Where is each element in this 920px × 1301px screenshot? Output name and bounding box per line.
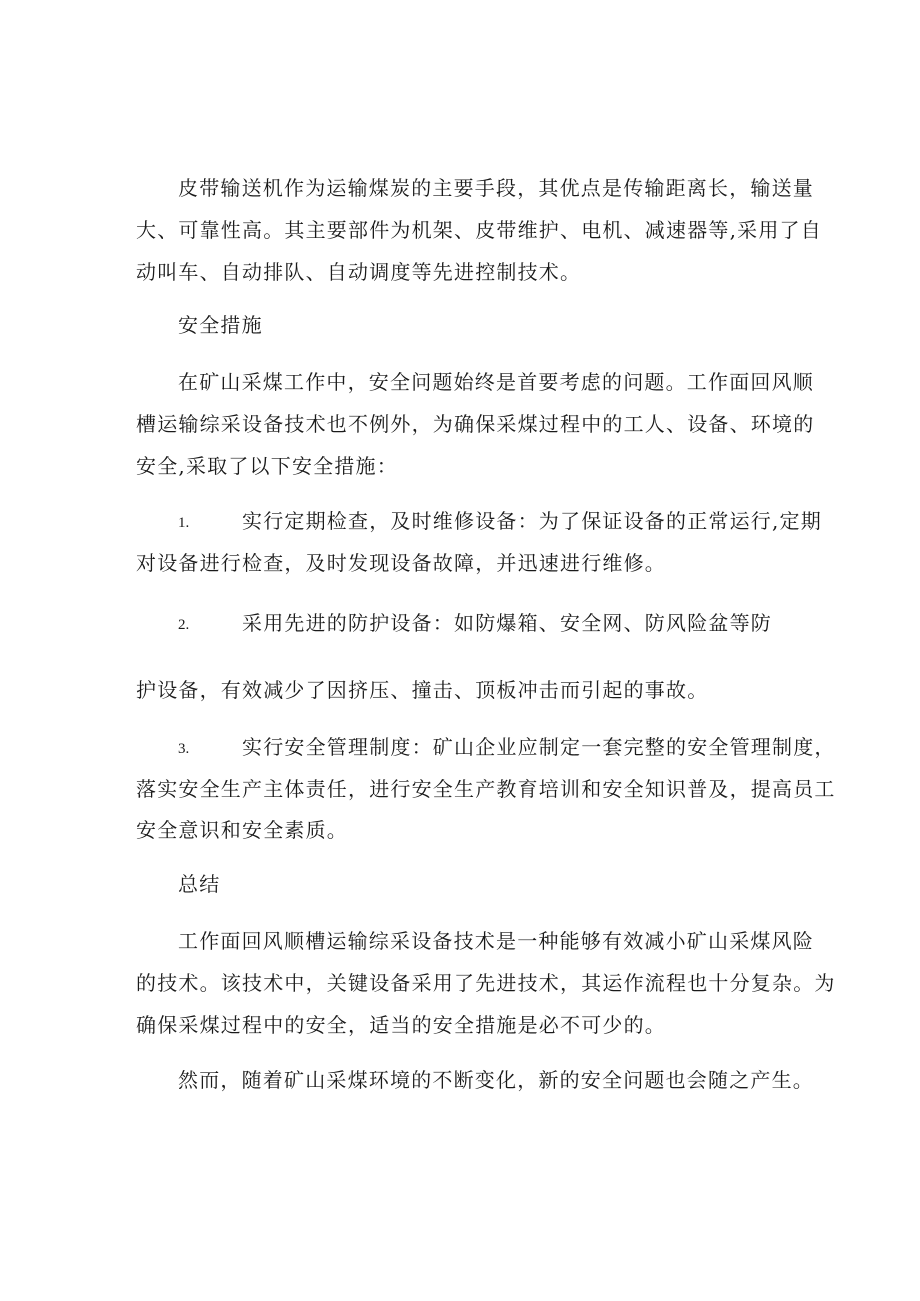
list-item-3-line-1: 实行安全管理制度：矿山企业应制定一套完整的安全管理制度， — [242, 735, 836, 759]
safety-heading: 安全措施 — [178, 313, 263, 337]
closing-line: 然而，随着矿山采煤环境的不断变化，新的安全问题也会随之产生。 — [178, 1068, 814, 1092]
list-item-number-3: 3. — [178, 741, 190, 757]
summary-line-2: 的技术。该技术中，关键设备采用了先进技术，其运作流程也十分复杂。为 — [136, 971, 836, 995]
list-item-1-line-2: 对设备进行检查，及时发现设备故障，并迅速进行维修。 — [136, 551, 666, 575]
summary-line-1: 工作面回风顺槽运输综采设备技术是一种能够有效减小矿山采煤风险 — [178, 929, 814, 953]
list-item-3-line-3: 安全意识和安全素质。 — [136, 818, 348, 842]
safety-intro-line-2: 槽运输综采设备技术也不例外，为确保采煤过程中的工人、设备、环境的 — [136, 412, 815, 436]
summary-heading: 总结 — [178, 872, 221, 896]
safety-intro-line-3: 安全,采取了以下安全措施： — [136, 454, 398, 478]
intro-paragraph-line-1: 皮带输送机作为运输煤炭的主要手段，其优点是传输距离长，输送量 — [178, 176, 814, 200]
summary-line-3: 确保采煤过程中的安全，适当的安全措施是必不可少的。 — [136, 1013, 666, 1037]
list-item-number-1: 1. — [178, 515, 190, 531]
list-item-number-2: 2. — [178, 617, 190, 633]
intro-paragraph-line-2: 大、可靠性高。其主要部件为机架、皮带维护、电机、减速器等,采用了自 — [136, 218, 822, 242]
safety-intro-line-1: 在矿山采煤工作中，安全问题始终是首要考虑的问题。工作面回风顺 — [178, 370, 814, 394]
list-item-2-line-1: 采用先进的防护设备：如防爆箱、安全网、防风险盆等防 — [242, 611, 772, 635]
list-item-3-line-2: 落实安全生产主体责任，进行安全生产教育培训和安全知识普及，提高员工 — [136, 777, 836, 801]
intro-paragraph-line-3: 动叫车、自动排队、自动调度等先进控制技术。 — [136, 260, 582, 284]
list-item-1-line-1: 实行定期检查，及时维修设备：为了保证设备的正常运行,定期 — [242, 509, 822, 533]
list-item-2-line-2: 护设备，有效减少了因挤压、撞击、顶板冲击而引起的事故。 — [136, 678, 709, 702]
